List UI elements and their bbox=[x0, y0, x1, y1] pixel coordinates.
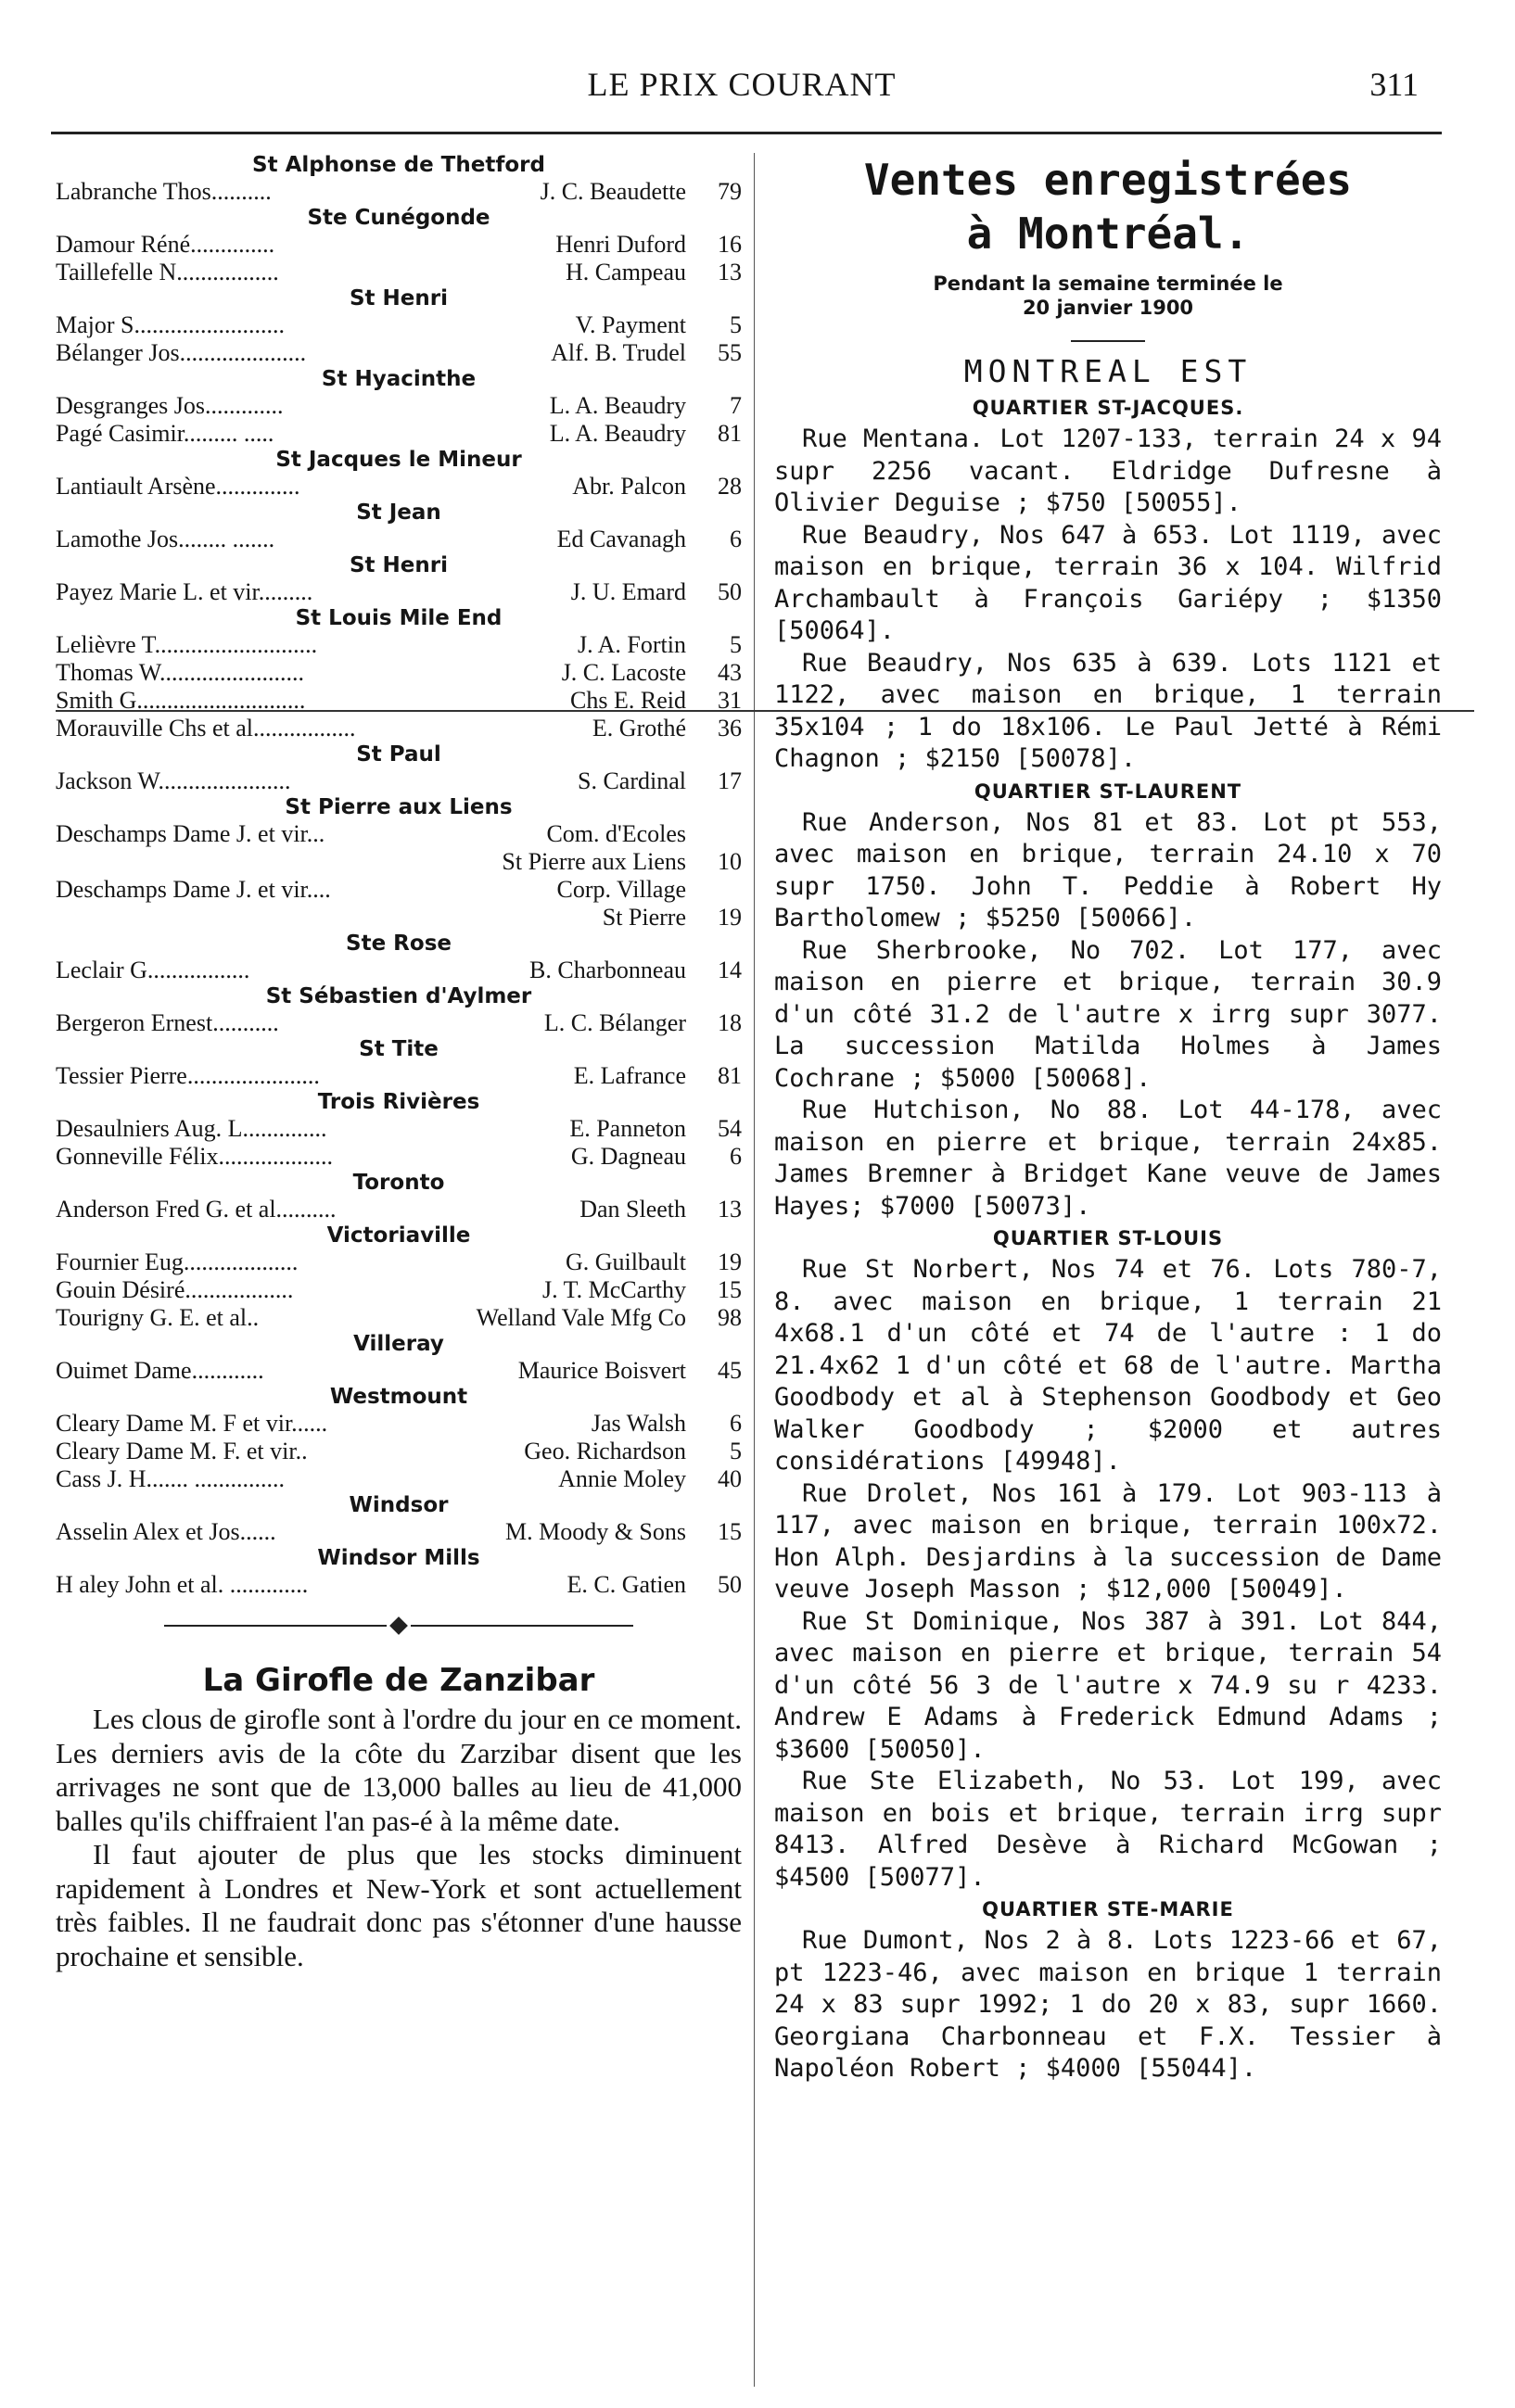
transfer-row bbox=[56, 1009, 742, 1037]
transfer-value: 45 bbox=[718, 1357, 742, 1384]
transfer-value: 7 bbox=[730, 392, 742, 419]
place-heading: Ste Rose bbox=[346, 932, 452, 956]
transfer-value: 81 bbox=[718, 1062, 742, 1089]
transfer-value: 10 bbox=[718, 848, 742, 875]
buyer-name: Cleary Dame M. F. et vir.. bbox=[56, 1438, 308, 1464]
place-heading: St Sébastien d'Aylmer bbox=[265, 984, 532, 1008]
transfer-value: 19 bbox=[718, 904, 742, 931]
transfer-row bbox=[56, 957, 742, 984]
transfer-row bbox=[56, 1115, 742, 1143]
transfer-row bbox=[56, 1304, 742, 1332]
transfer-value: 28 bbox=[718, 473, 742, 500]
article-body bbox=[56, 1703, 742, 1973]
buyer-name: Thomas W........................ bbox=[56, 659, 304, 686]
sale-entry: Rue Ste Elizabeth, No 53. Lot 199, avec maison en bois et brique, terrain irrg supr 8413. Alfred Desève à Richard McGowan ; $4500 [50077]. bbox=[774, 1767, 1442, 1892]
seller-name: Annie Moley bbox=[558, 1465, 686, 1492]
seller-name: Chs E. Reid bbox=[570, 687, 686, 714]
buyer-name: Tessier Pierre...................... bbox=[56, 1062, 320, 1089]
place-heading: Westmount bbox=[329, 1385, 468, 1409]
seller-name: St Pierre aux Liens bbox=[502, 848, 686, 875]
page-title: LE PRIX COURANT bbox=[587, 66, 897, 103]
transfer-row bbox=[56, 473, 742, 501]
buyer-name: Deschamps Dame J. et vir.... bbox=[56, 876, 331, 903]
transfer-row bbox=[56, 659, 742, 687]
transfer-value: 16 bbox=[718, 231, 742, 258]
sale-entry: Rue St Dominique, Nos 387 à 391. Lot 844, avec maison en pierre et brique, terrain 54 d'un côté 56 3 de l'autre x 74.9 su r 4233. Andrew E Adams à Frederick Edmund Adams ; $3600 [50050]. bbox=[774, 1606, 1442, 1764]
seller-name: E. Grothé bbox=[592, 715, 686, 741]
transfer-row bbox=[56, 820, 742, 848]
transfer-row bbox=[56, 1196, 742, 1223]
quartier-heading: QUARTIER ST-LOUIS bbox=[992, 1227, 1224, 1249]
transfer-row bbox=[56, 392, 742, 420]
seller-name: L. C. Bélanger bbox=[543, 1009, 686, 1036]
district-heading: MONTREAL EST bbox=[963, 353, 1253, 389]
article-title: La Girofle de Zanzibar bbox=[202, 1662, 595, 1699]
seller-name: Welland Vale Mfg Co bbox=[476, 1304, 686, 1331]
place-heading: St Henri bbox=[349, 286, 448, 311]
subtitle-line2: 20 janvier 1900 bbox=[1022, 297, 1194, 319]
transfer-value: 13 bbox=[718, 1196, 742, 1223]
sale-entry: Rue Hutchison, No 88. Lot 44-178, avec maison en pierre et brique, terrain 24x85. James Bremner à Bridget Kane veuve de James Hayes; $7000 [50073]. bbox=[774, 1096, 1442, 1221]
transfer-value: 31 bbox=[718, 687, 742, 714]
buyer-name: Pagé Casimir......... ..... bbox=[56, 420, 274, 447]
seller-name: J. T. McCarthy bbox=[541, 1276, 686, 1303]
transfer-value: 14 bbox=[718, 957, 742, 983]
transfer-row bbox=[56, 1571, 742, 1599]
transfer-value: 13 bbox=[718, 259, 742, 285]
transfer-value: 6 bbox=[730, 1143, 742, 1170]
left-column bbox=[56, 153, 742, 1973]
buyer-name: Ouimet Dame............ bbox=[56, 1357, 264, 1384]
page-header bbox=[56, 65, 1428, 120]
place-heading: Trois Rivières bbox=[317, 1090, 480, 1114]
place-heading: Ste Cunégonde bbox=[307, 206, 490, 230]
transfer-row bbox=[56, 1410, 742, 1438]
seller-name: J. A. Fortin bbox=[577, 631, 686, 658]
buyer-name: Desgranges Jos............. bbox=[56, 392, 284, 419]
transfer-value: 5 bbox=[730, 311, 742, 338]
buyer-name: Leclair G................. bbox=[56, 957, 250, 983]
quartier-heading: QUARTIER ST-JACQUES. bbox=[972, 397, 1244, 419]
seller-name: Corp. Village bbox=[556, 876, 686, 903]
transfer-row bbox=[56, 1518, 742, 1546]
seller-name: E. Lafrance bbox=[573, 1062, 686, 1089]
transfer-value: 19 bbox=[718, 1248, 742, 1275]
transfer-value: 6 bbox=[730, 526, 742, 552]
place-heading: St Jean bbox=[356, 501, 441, 525]
place-heading: Victoriaville bbox=[326, 1223, 471, 1248]
buyer-name: Major S......................... bbox=[56, 311, 285, 338]
ventes-title-line1: Ventes enregistrées bbox=[863, 155, 1353, 205]
article-paragraph: Il faut ajouter de plus que les stocks diminuent rapidement à Londres et New-York et sont actuellement très faibles. Il ne faudrait donc pas s'étonner d'une hausse prochaine et sensible. bbox=[56, 1838, 742, 1972]
seller-name: Jas Walsh bbox=[591, 1410, 686, 1437]
seller-name: V. Payment bbox=[575, 311, 686, 338]
place-heading: St Henri bbox=[349, 553, 448, 577]
seller-name: J. C. Beaudette bbox=[540, 178, 686, 205]
transfer-value: 5 bbox=[730, 631, 742, 658]
buyer-name: Morauville Chs et al................. bbox=[56, 715, 356, 741]
seller-name: Com. d'Ecoles bbox=[546, 820, 686, 847]
sale-entry: Rue Mentana. Lot 1207-133, terrain 24 x 94 supr 2256 vacant. Eldridge Dufresne à Olivier Deguise ; $750 [50055]. bbox=[774, 425, 1442, 517]
transfer-row bbox=[56, 1357, 742, 1385]
section-ornament bbox=[56, 1616, 742, 1634]
sale-entry: Rue Beaudry, Nos 647 à 653. Lot 1119, avec maison en brique, terrain 36 x 104. Wilfrid Archambault à François Gariépy ; $1350 [50064]. bbox=[774, 520, 1442, 645]
sale-entry: Rue Drolet, Nos 161 à 179. Lot 903-113 à 117, avec maison en brique, terrain 100x72. Hon Alph. Desjardins à la succession de Dame veuve Joseph Masson ; $12,000 [50049]. bbox=[774, 1478, 1442, 1603]
place-heading: St Paul bbox=[356, 742, 441, 767]
buyer-name: Payez Marie L. et vir......... bbox=[56, 578, 313, 605]
quartier-list bbox=[774, 392, 1442, 2085]
buyer-name: Gonneville Félix................... bbox=[56, 1143, 333, 1170]
sale-entry: Rue Sherbrooke, No 702. Lot 177, avec maison en pierre et brique, terrain 30.9 d'un côté 31.2 de l'autre x irrg supr 3077. La succession Matilda Holmes à James Cochrane ; $5000 [50068]. bbox=[774, 935, 1442, 1093]
buyer-name: Lamothe Jos........ ....... bbox=[56, 526, 275, 552]
seller-name: Alf. B. Trudel bbox=[551, 339, 686, 366]
transfer-row bbox=[56, 631, 742, 659]
printing-strike-line bbox=[56, 710, 1474, 712]
seller-name: L. A. Beaudry bbox=[549, 392, 686, 419]
sale-entry: Rue Anderson, Nos 81 et 83. Lot pt 553, avec maison en brique, terrain 24.10 x 70 supr 1750. John T. Peddie à Robert Hy Bartholomew ; $5250 [50066]. bbox=[774, 807, 1442, 932]
transfer-value: 40 bbox=[718, 1465, 742, 1492]
seller-name: M. Moody & Sons bbox=[504, 1518, 686, 1545]
sale-entry: Rue Dumont, Nos 2 à 8. Lots 1223-66 et 67, pt 1223-46, avec maison en brique 1 terrain 24 x 83 supr 1992; 1 do 20 x 83, supr 1660. Georgiana Charbonneau et F.X. Tessier à Napoléon Robert ; $4000 [55044]. bbox=[774, 1926, 1442, 2083]
place-heading: St Alphonse de Thetford bbox=[252, 153, 545, 177]
transfer-row bbox=[56, 526, 742, 553]
place-heading: St Louis Mile End bbox=[295, 606, 503, 630]
transfer-value: 81 bbox=[718, 420, 742, 447]
place-heading: St Jacques le Mineur bbox=[275, 448, 522, 472]
place-heading: St Pierre aux Liens bbox=[285, 795, 513, 819]
buyer-name: Damour Réné.............. bbox=[56, 231, 275, 258]
seller-name: Geo. Richardson bbox=[524, 1438, 686, 1464]
transfer-row bbox=[56, 420, 742, 448]
seller-name: Maurice Boisvert bbox=[517, 1357, 686, 1384]
transfer-value: 54 bbox=[718, 1115, 742, 1142]
header-rule bbox=[51, 132, 1442, 134]
buyer-name: Smith G............................ bbox=[56, 687, 306, 714]
buyer-name: Lelièvre T........................... bbox=[56, 631, 318, 658]
place-heading: Toronto bbox=[352, 1171, 445, 1195]
seller-name: L. A. Beaudry bbox=[549, 420, 686, 447]
buyer-name: Labranche Thos.......... bbox=[56, 178, 272, 205]
transfer-row bbox=[56, 231, 742, 259]
transfer-row bbox=[56, 848, 742, 876]
transfer-row bbox=[56, 1276, 742, 1304]
transfer-row bbox=[56, 767, 742, 795]
transfer-row bbox=[56, 259, 742, 286]
seller-name: G. Dagneau bbox=[570, 1143, 686, 1170]
buyer-name: Tourigny G. E. et al.. bbox=[56, 1304, 260, 1331]
place-heading: Windsor Mills bbox=[317, 1546, 480, 1570]
transfer-value: 36 bbox=[718, 715, 742, 741]
quartier-heading: QUARTIER STE-MARIE bbox=[982, 1898, 1234, 1920]
seller-name: E. C. Gatien bbox=[567, 1571, 686, 1598]
seller-name: J. C. Lacoste bbox=[561, 659, 686, 686]
subtitle-line1: Pendant la semaine terminée le bbox=[933, 272, 1283, 295]
place-heading: Windsor bbox=[349, 1493, 449, 1517]
seller-name: G. Guilbault bbox=[566, 1248, 686, 1275]
seller-name: S. Cardinal bbox=[578, 767, 686, 794]
buyer-name: Lantiault Arsène.............. bbox=[56, 473, 300, 500]
buyer-name: Anderson Fred G. et al.......... bbox=[56, 1196, 337, 1223]
column-divider bbox=[754, 153, 755, 2387]
transfer-row bbox=[56, 578, 742, 606]
transfer-row bbox=[56, 1062, 742, 1090]
buyer-name: Asselin Alex et Jos...... bbox=[56, 1518, 276, 1545]
seller-name: J. U. Emard bbox=[570, 578, 686, 605]
buyer-name: Cass J. H....... ............... bbox=[56, 1465, 286, 1492]
place-heading: St Tite bbox=[359, 1037, 439, 1061]
transfer-value: 50 bbox=[718, 1571, 742, 1598]
buyer-name: H aley John et al. ............. bbox=[56, 1571, 309, 1598]
transfer-row bbox=[56, 1465, 742, 1493]
transfer-row bbox=[56, 1438, 742, 1465]
transfer-value: 5 bbox=[730, 1438, 742, 1464]
transfer-row bbox=[56, 876, 742, 904]
seller-name: H. Campeau bbox=[566, 259, 686, 285]
seller-name: St Pierre bbox=[602, 904, 686, 931]
page-number: 311 bbox=[1369, 66, 1419, 103]
article-paragraph: Les clous de girofle sont à l'ordre du jour en ce moment. Les derniers avis de la côte du Zarzibar disent que les arrivages ne sont que de 13,000 balles au lieu de 41,000 balles qu'ils chiffraient l'an pas-é à la même date. bbox=[56, 1703, 742, 1837]
ventes-title-line2: à Montréal. bbox=[966, 209, 1250, 259]
seller-name: Dan Sleeth bbox=[579, 1196, 686, 1223]
transfer-value: 6 bbox=[730, 1410, 742, 1437]
transfer-value: 18 bbox=[718, 1009, 742, 1036]
buyer-name: Fournier Eug................... bbox=[56, 1248, 299, 1275]
transfer-value: 17 bbox=[718, 767, 742, 794]
transfer-row bbox=[56, 339, 742, 367]
sale-entry: Rue St Norbert, Nos 74 et 76. Lots 780-7, 8. avec maison en brique, 1 terrain 21 4x68.1 d'un côté et 74 de l'autre : 1 do 21.4x62 1 d'un côté et 68 de l'autre. Martha Goodbody et al à Stephenson Goodbody et Geo Walker Goodbody ; $2000 et autres considérations [49948]. bbox=[774, 1255, 1442, 1476]
transfer-row bbox=[56, 311, 742, 339]
transfer-value: 55 bbox=[718, 339, 742, 366]
transfer-row bbox=[56, 1143, 742, 1171]
sale-entry: Rue Beaudry, Nos 635 à 639. Lots 1121 et 1122, avec maison en brique, 1 terrain 35x104 ; 1 do 18x106. Le Paul Jetté à Rémi Chagnon ; $2150 [50078]. bbox=[774, 648, 1442, 773]
buyer-name: Taillefelle N................. bbox=[56, 259, 279, 285]
buyer-name: Desaulniers Aug. L.............. bbox=[56, 1115, 327, 1142]
transfer-value: 15 bbox=[718, 1276, 742, 1303]
seller-name: Ed Cavanagh bbox=[556, 526, 686, 552]
transfer-value: 50 bbox=[718, 578, 742, 605]
buyer-name: Jackson W...................... bbox=[56, 767, 291, 794]
buyer-name: Deschamps Dame J. et vir... bbox=[56, 820, 325, 847]
seller-name: Henri Duford bbox=[555, 231, 686, 258]
quartier-heading: QUARTIER ST-LAURENT bbox=[974, 779, 1242, 803]
buyer-name: Bergeron Ernest........... bbox=[56, 1009, 279, 1036]
ventes-subtitle bbox=[774, 272, 1442, 320]
transfer-value: 43 bbox=[718, 659, 742, 686]
seller-name: E. Panneton bbox=[569, 1115, 686, 1142]
transfer-value: 15 bbox=[718, 1518, 742, 1545]
transfer-value: 79 bbox=[718, 178, 742, 205]
transfer-list bbox=[56, 153, 742, 1599]
short-rule bbox=[1071, 340, 1145, 342]
transfer-row bbox=[56, 178, 742, 206]
transfer-row bbox=[56, 1248, 742, 1276]
buyer-name: Bélanger Jos..................... bbox=[56, 339, 307, 366]
buyer-name: Gouin Désiré.................. bbox=[56, 1276, 294, 1303]
transfer-row bbox=[56, 715, 742, 742]
buyer-name: Cleary Dame M. F et vir...... bbox=[56, 1410, 328, 1437]
right-column bbox=[774, 153, 1442, 2085]
place-heading: Villeray bbox=[353, 1332, 444, 1356]
transfer-row bbox=[56, 904, 742, 932]
transfer-value: 98 bbox=[718, 1304, 742, 1331]
seller-name: B. Charbonneau bbox=[529, 957, 686, 983]
seller-name: Abr. Palcon bbox=[572, 473, 686, 500]
place-heading: St Hyacinthe bbox=[321, 367, 477, 391]
